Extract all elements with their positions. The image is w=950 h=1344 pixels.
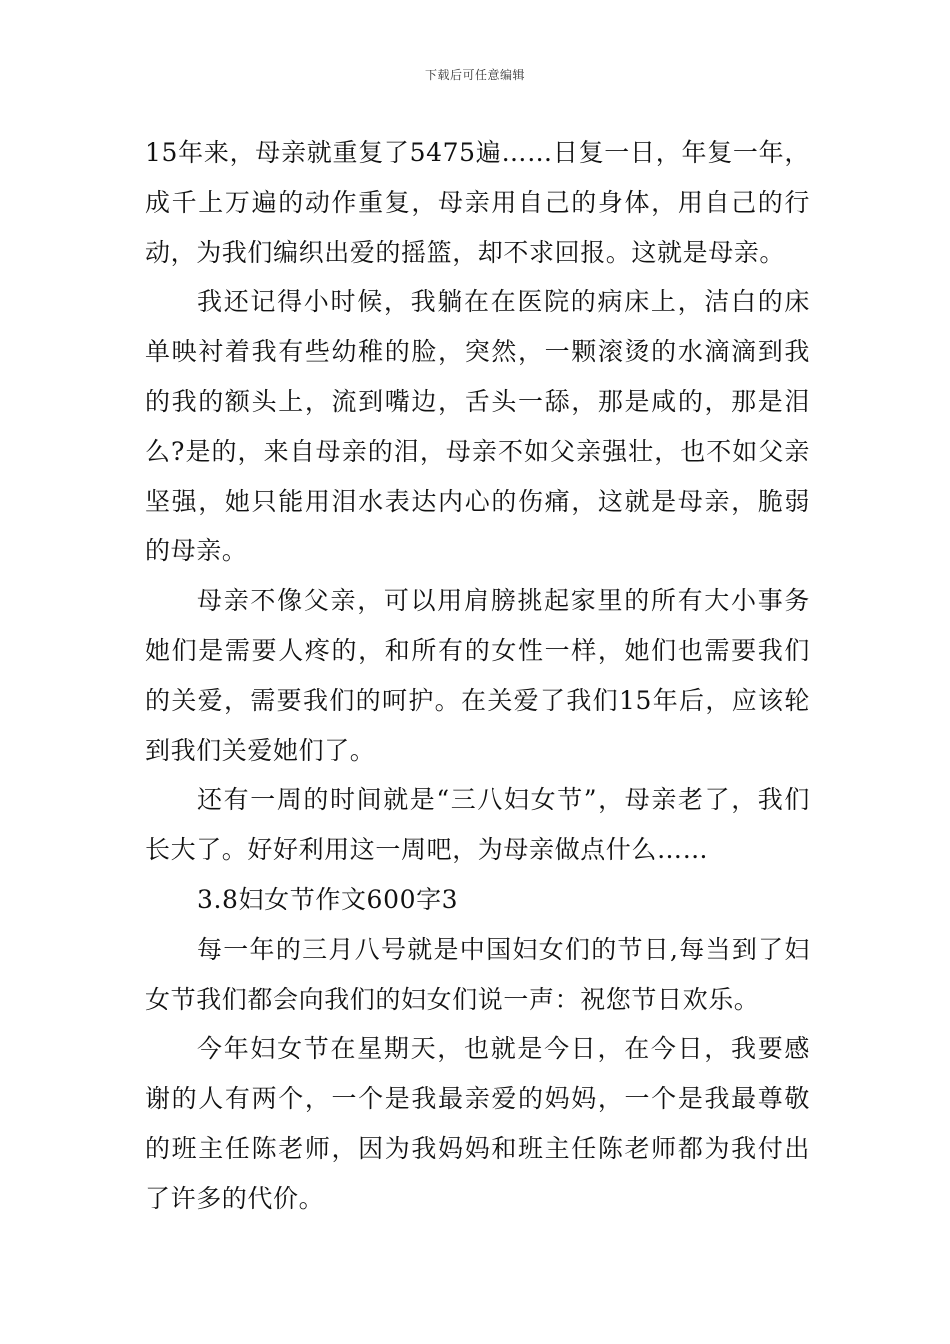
paragraph-2: 我还记得小时候，我躺在在医院的病床上，洁白的床单映衬着我有些幼稚的脸，突然，一颗滚烫的水滴滴到我的我的额头上，流到嘴边，舌头一舔，那是咸的，那是泪么?是的，来自母亲的泪，母亲不如父亲强壮，也不如父亲坚强，她只能用泪水表达内心的伤痛，这就是母亲，脆弱的母亲。 xyxy=(145,287,810,566)
paragraph-4: 还有一周的时间就是“三八妇女节”，母亲老了，我们长大了。好好利用这一周吧，为母亲做点什么…… xyxy=(145,785,810,865)
paragraph-1: 15年来，母亲就重复了5475遍……日复一日，年复一年，成千上万遍的动作重复，母亲用自己的身体，用自己的行动，为我们编织出爱的摇篮，却不求回报。这就是母亲。 xyxy=(145,138,810,267)
paragraph-5: 每一年的三月八号就是中国妇女们的节日,每当到了妇女节我们都会向我们的妇女们说一声：祝您节日欢乐。 xyxy=(145,934,810,1014)
section-heading: 3.8妇女节作文600字3 xyxy=(197,884,459,914)
page-header: 下载后可任意编辑 xyxy=(424,68,525,82)
paragraph-3: 母亲不像父亲，可以用肩膀挑起家里的所有大小事务她们是需要人疼的，和所有的女性一样，她们也需要我们的关爱，需要我们的呵护。在关爱了我们15年后，应该轮到我们关爱她们了。 xyxy=(145,586,810,765)
paragraph-6: 今年妇女节在星期天，也就是今日，在今日，我要感谢的人有两个，一个是我最亲爱的妈妈，一个是我最尊敬的班主任陈老师，因为我妈妈和班主任陈老师都为我付出了许多的代价。 xyxy=(145,1034,810,1213)
document-body xyxy=(145,128,810,1224)
